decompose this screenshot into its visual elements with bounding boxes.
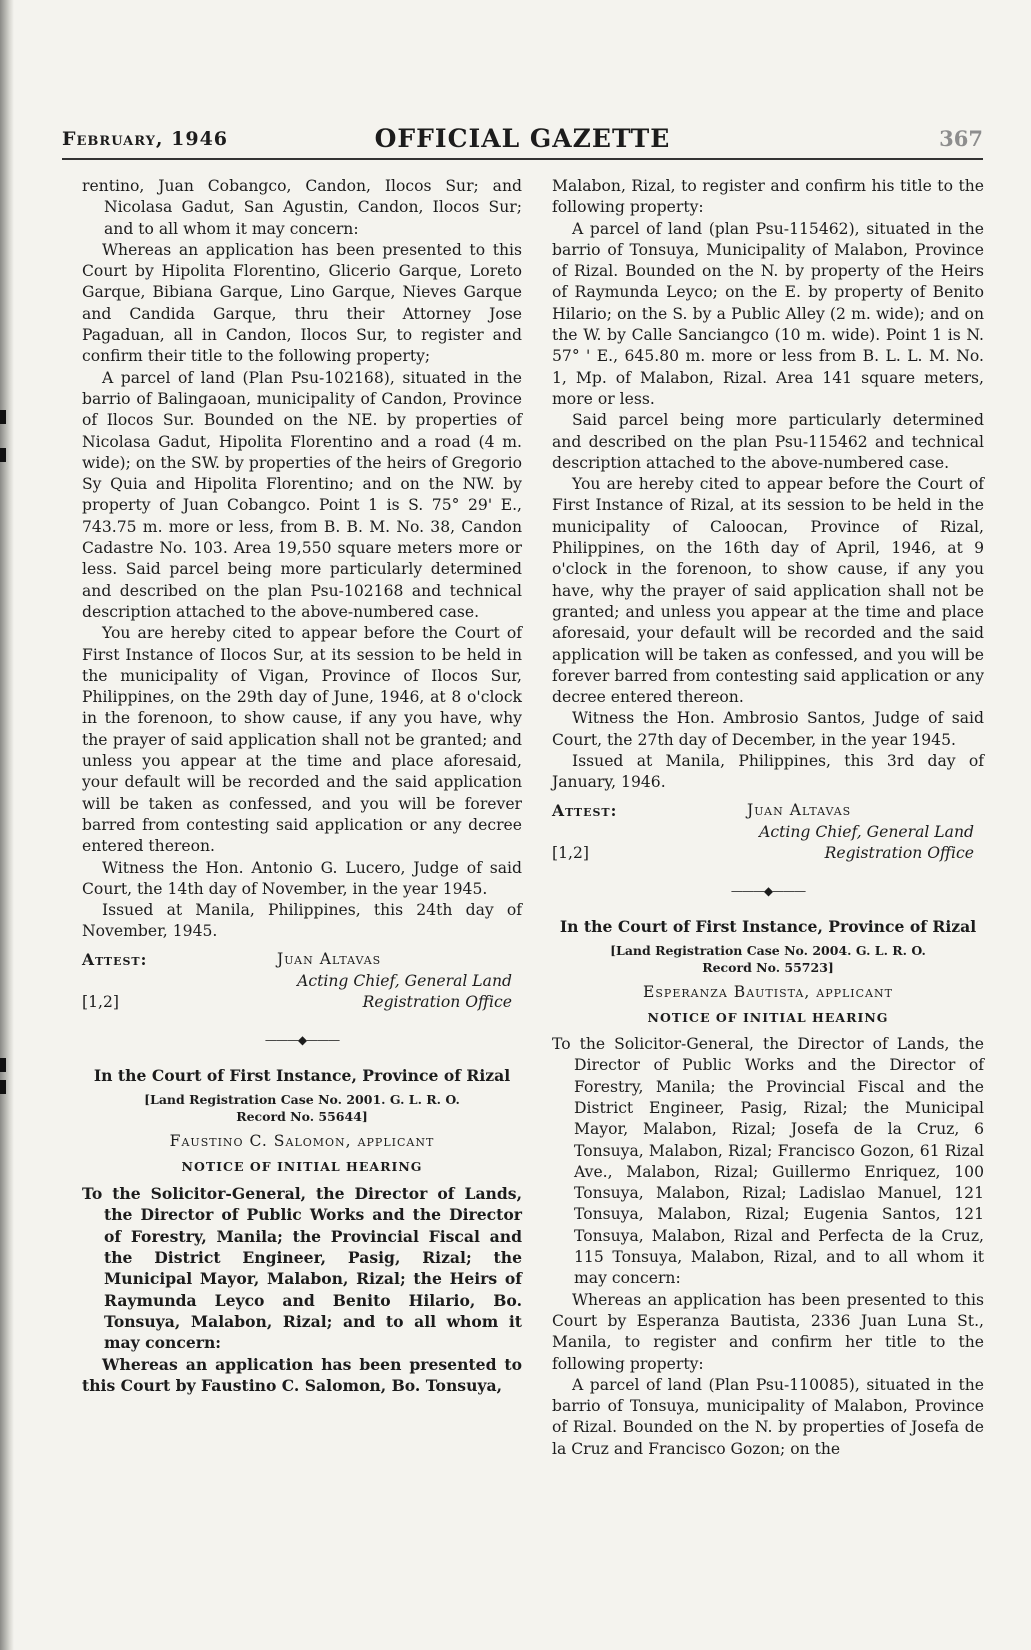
issued-paragraph: Issued at Manila, Philippines, this 24th day of November, 1945. [82, 901, 522, 941]
attest-title: Acting Chief, General Land [297, 971, 512, 990]
header-date: February, 1946 [62, 128, 229, 150]
case-number: [Land Registration Case No. 2001. G. L. R. O. [144, 1091, 460, 1107]
issued-paragraph: Issued at Manila, Philippines, this 3rd day of January, 1946. [552, 752, 984, 792]
witness-paragraph: Witness the Hon. Antonio G. Lucero, Judge of said Court, the 14th day of November, in the year 1945. [82, 858, 522, 898]
reference-row [82, 992, 522, 1016]
reference-code: [1,2] [552, 843, 589, 862]
attest-row [82, 949, 522, 971]
page-header [62, 120, 983, 154]
section-divider: ———◆——— [264, 1032, 340, 1047]
whereas-paragraph: Whereas an application has been presented to this Court by Hipolita Florentino, Glicerio Garque, Loreto Garque, Bibiana Garque, Lino Garque, Nieves Garque and Candida Garque, thru their Attorney Jose Pagaduan, all in Candon, Ilocos Sur, to register and confirm their title to the following property; [82, 240, 522, 366]
parcel-description: A parcel of land (plan Psu-115462), situated in the barrio of Tonsuya, Municipality of Malabon, Province of Rizal. Bounded on the N. by property of the Heirs of Raymunda Leyco; on the E. by property of Benito Hilario; on the S. by a Public Alley (2 m. wide); and on the W. by Calle Sanciangco (10 m. wide). Point 1 is N. 57° ' E., 645.80 m. more or less from B. L. L. M. No. 1, Mp. of Malabon, Rizal. Area 141 square meters, more or less. [552, 219, 984, 408]
scan-mark [0, 1080, 6, 1094]
scan-mark [0, 448, 6, 462]
reference-row [552, 843, 984, 867]
whereas-continued: Malabon, Rizal, to register and confirm his title to the following property: [552, 177, 984, 217]
court-heading: In the Court of First Instance, Province of Rizal [559, 917, 977, 937]
reference-code: [1,2] [82, 992, 119, 1011]
right-column [552, 176, 984, 1460]
section-divider: ———◆——— [730, 883, 806, 898]
citation-paragraph: You are hereby cited to appear before the Court of First Instance of Rizal, at its session to be held in the municipality of Caloocan, Province of Rizal, Philippines, on the 16th day of April, 1946, at 9 o'clock in the forenoon, to show cause, if any you have, why the prayer of said application shall not be granted; and unless you appear at the time and place aforesaid, your default will be recorded and the said application will be taken as confessed, and you will be forever barred from contesting said application or any decree entered thereon. [552, 475, 984, 707]
left-column [82, 176, 522, 1396]
attest-name: Juan Altavas [747, 800, 852, 819]
attest-name: Juan Altavas [277, 949, 382, 968]
attest-office: Registration Office [362, 992, 512, 1011]
witness-paragraph: Witness the Hon. Ambrosio Santos, Judge of said Court, the 27th day of December, in the year 1945. [552, 709, 984, 749]
header-rule [62, 158, 983, 160]
addressees: To the Solicitor-General, the Director of Lands, the Director of Public Works and the Director of Forestry, Manila; the Provincial Fiscal and the District Engineer, Pasig, Rizal; the Municipal Mayor, Malabon, Rizal; the Heirs of Raymunda Leyco and Benito Hilario, Bo. Tonsuya, Malabon, Rizal; and to all whom it may concern: [82, 1184, 522, 1353]
court-heading: In the Court of First Instance, Province of Rizal [93, 1066, 511, 1086]
record-number: Record No. 55723] [702, 959, 834, 975]
applicant-name: Faustino C. Salomon, applicant [169, 1131, 435, 1150]
attest-title: Acting Chief, General Land [759, 822, 974, 841]
page-scan-edge [0, 0, 14, 1650]
citation-paragraph: You are hereby cited to appear before the Court of First Instance of Ilocos Sur, at its session to be held in the municipality of Vigan, Province of Ilocos Sur, Philippines, on the 29th day of June, 1946, at 8 o'clock in the forenoon, to show cause, if any you have, why the prayer of said application shall not be granted; and unless you appear at the time and place aforesaid, your default will be recorded and the said application will be taken as confessed, and you will be forever barred from contesting said application or any decree entered thereon. [82, 624, 522, 856]
notice-title: NOTICE OF INITIAL HEARING [647, 1009, 889, 1025]
said-parcel-paragraph: Said parcel being more particularly determined and described on the plan Psu-115462 and technical description attached to the above-numbered case. [552, 411, 984, 472]
case-number: [Land Registration Case No. 2004. G. L. R. O. [610, 942, 926, 958]
attest-office: Registration Office [824, 843, 974, 862]
applicant-name: Esperanza Bautista, applicant [643, 982, 893, 1001]
header-title: OFFICIAL GAZETTE [374, 124, 671, 153]
whereas-paragraph: Whereas an application has been presented to this Court by Faustino C. Salomon, Bo. Tonsuya, [82, 1354, 522, 1395]
parcel-description: A parcel of land (Plan Psu-102168), situated in the barrio of Balingaoan, municipality of Candon, Province of Ilocos Sur. Bounded on the NE. by properties of Nicolasa Gadut, Hipolita Florentino and a road (4 m. wide); on the SW. by properties of the heirs of Gregorio Sy Quia and Hipolita Florentino; and on the NW. by property of Juan Cobangco. Point 1 is S. 75° 29' E., 743.75 m. more or less, from B. B. M. No. 38, Candon Cadastre No. 103. Area 19,550 square meters more or less. Said parcel being more particularly determined and described on the plan Psu-102168 and technical description attached to the above-numbered case. [82, 368, 522, 621]
whereas-paragraph: Whereas an application has been presented to this Court by Esperanza Bautista, 2336 Juan Luna St., Manila, to register and confirm her title to the following property: [552, 1290, 984, 1373]
scan-mark [0, 1058, 6, 1072]
scan-mark [0, 410, 6, 424]
addressees: To the Solicitor-General, the Director of Lands, the Director of Public Works and the Director of Forestry, Manila; the Provincial Fiscal and the District Engineer, Pasig, Rizal; the Municipal Mayor, Malabon, Rizal; Josefa de la Cruz, 6 Tonsuya, Malabon, Rizal; Francisco Gozon, 61 Rizal Ave., Malabon, Rizal; Guillermo Enriquez, 100 Tonsuya, Malabon, Rizal; Ladislao Manuel, 121 Tonsuya, Malabon, Rizal; Eugenia Santos, 121 Tonsuya, Malabon, Rizal and Perfecta de la Cruz, 115 Tonsuya, Malabon, Rizal, and to all whom it may concern: [552, 1035, 984, 1288]
record-number: Record No. 55644] [236, 1108, 368, 1124]
addressees-continued: rentino, Juan Cobangco, Candon, Ilocos Sur; and Nicolasa Gadut, San Agustin, Candon, Ilocos Sur; and to all whom it may concern: [82, 177, 522, 238]
notice-title: NOTICE OF INITIAL HEARING [181, 1158, 423, 1174]
page-number: 367 [939, 126, 983, 151]
attest-label: Attest: [552, 800, 618, 820]
parcel-description: A parcel of land (Plan Psu-110085), situated in the barrio of Tonsuya, municipality of Malabon, Province of Rizal. Bounded on the N. by properties of Josefa de la Cruz and Francisco Gozon; on the [552, 1375, 984, 1458]
attest-row [552, 800, 984, 822]
attest-label: Attest: [82, 949, 148, 969]
